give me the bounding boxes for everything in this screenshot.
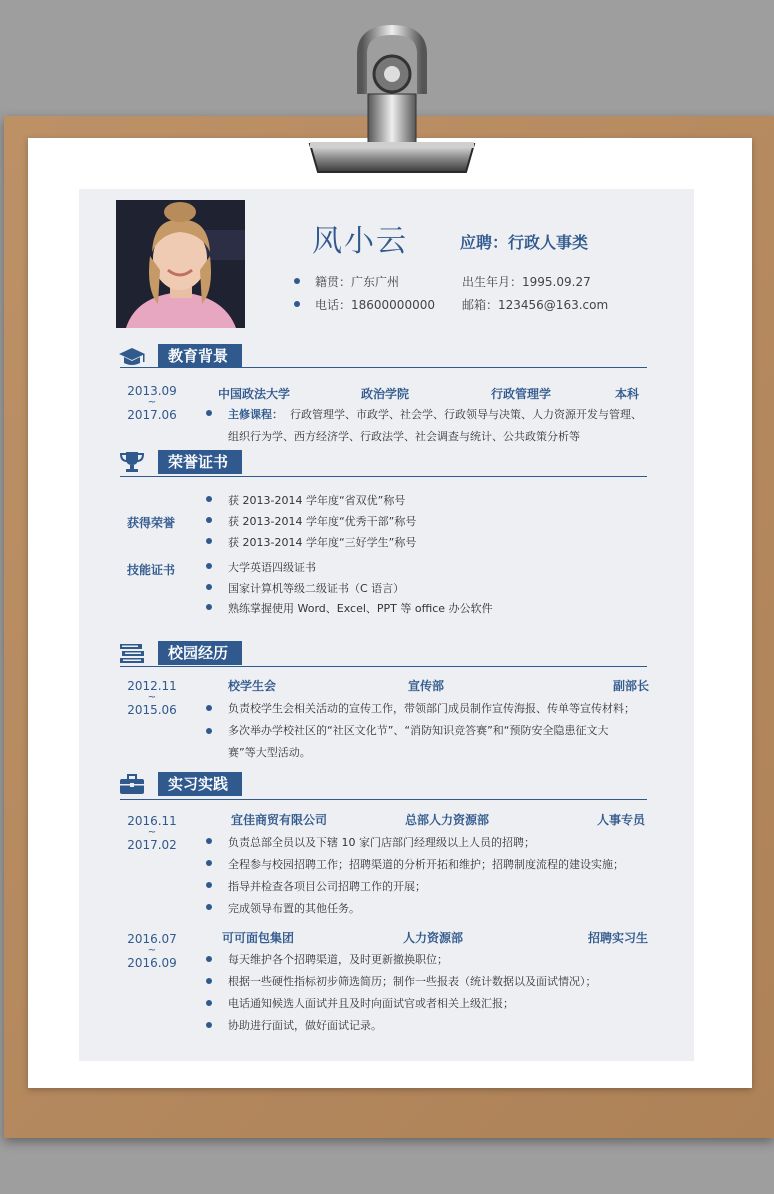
education-dates bbox=[122, 384, 182, 422]
job1-dept: 总部人力资源部 bbox=[405, 813, 490, 827]
award-item: 获 2013-2014 学年度“三好学生”称号 bbox=[228, 536, 417, 549]
section-divider bbox=[120, 476, 647, 477]
bullet-dot bbox=[206, 1022, 212, 1028]
section-divider bbox=[120, 666, 647, 667]
bullet-dot bbox=[294, 278, 300, 284]
awards-label: 获得荣誉 bbox=[127, 516, 176, 530]
section-title-campus: 校园经历 bbox=[158, 641, 242, 665]
job2-item: 根据一些硬性指标初步筛选简历；制作一些报表（统计数据以及面试情况）； bbox=[228, 975, 597, 988]
award-item: 获 2013-2014 学年度“省双优”称号 bbox=[228, 494, 406, 507]
degree: 本科 bbox=[615, 387, 640, 401]
campus-role: 副部长 bbox=[613, 679, 650, 693]
date-end: 2016.09 bbox=[127, 956, 177, 970]
profile-photo bbox=[116, 200, 245, 328]
date-start: 2012.11 bbox=[127, 679, 177, 693]
section-title-practice: 实习实践 bbox=[158, 772, 242, 796]
date-start: 2016.11 bbox=[127, 814, 177, 828]
date-end: 2017.02 bbox=[127, 838, 177, 852]
job2-item: 协助进行面试，做好面试记录。 bbox=[228, 1019, 382, 1032]
phone: 电话：18600000000 bbox=[315, 298, 435, 312]
bullet-dot bbox=[206, 904, 212, 910]
date-start: 2013.09 bbox=[127, 384, 177, 398]
job2-dates bbox=[122, 932, 182, 970]
skills-label: 技能证书 bbox=[127, 563, 176, 577]
job1-item: 负责总部全员以及下辖 10 家门店部门经理级以上人员的招聘； bbox=[228, 836, 535, 849]
bullet-dot bbox=[206, 882, 212, 888]
date-separator: ~ bbox=[147, 827, 157, 838]
bullet-dot bbox=[206, 978, 212, 984]
award-item: 获 2013-2014 学年度“优秀干部”称号 bbox=[228, 515, 417, 528]
applied-position: 应聘：行政人事类 bbox=[460, 233, 589, 252]
job2-company: 可可面包集团 bbox=[222, 931, 295, 945]
job2-role: 招聘实习生 bbox=[588, 931, 649, 945]
section-divider bbox=[120, 367, 647, 368]
date-start: 2016.07 bbox=[127, 932, 177, 946]
date-separator: ~ bbox=[147, 692, 157, 703]
campus-item: 负责校学生会相关活动的宣传工作，带领部门成员制作宣传海报、传单等宣传材料； bbox=[228, 702, 635, 715]
bullet-dot bbox=[206, 1000, 212, 1006]
skill-item: 熟练掌握使用 Word、Excel、PPT 等 office 办公软件 bbox=[228, 602, 493, 615]
email: 邮箱：123456@163.com bbox=[462, 298, 609, 312]
trophy-icon bbox=[118, 450, 146, 474]
campus-dates bbox=[122, 679, 182, 717]
job1-item: 指导并检查各项目公司招聘工作的开展； bbox=[228, 880, 426, 893]
campus-item-continued: 赛”等大型活动。 bbox=[228, 746, 311, 759]
bullet-dot bbox=[206, 705, 212, 711]
section-divider bbox=[120, 799, 647, 800]
section-title-education: 教育背景 bbox=[158, 344, 242, 368]
date-separator: ~ bbox=[147, 945, 157, 956]
bullet-dot bbox=[206, 538, 212, 544]
job1-dates bbox=[122, 814, 182, 852]
job2-item: 电话通知候选人面试并且及时向面试官或者相关上级汇报； bbox=[228, 997, 514, 1010]
bullet-dot bbox=[206, 604, 212, 610]
briefcase-icon bbox=[118, 772, 146, 796]
birth-date: 出生年月：1995.09.27 bbox=[462, 275, 591, 289]
campus-item: 多次举办学校社区的“社区文化节”、“消防知识竞答赛”和“预防安全隐患征文大 bbox=[228, 724, 609, 737]
date-end: 2015.06 bbox=[127, 703, 177, 717]
major-name: 行政管理学 bbox=[491, 387, 552, 401]
books-icon bbox=[118, 641, 146, 665]
job2-dept: 人力资源部 bbox=[403, 931, 464, 945]
courses-line-2: 组织行为学、西方经济学、行政法学、社会调查与统计、公共政策分析等 bbox=[228, 430, 580, 443]
bullet-dot bbox=[206, 496, 212, 502]
native-place: 籍贯：广东广州 bbox=[315, 275, 400, 289]
job1-item: 全程参与校园招聘工作；招聘渠道的分析开拓和维护；招聘制度流程的建设实施； bbox=[228, 858, 624, 871]
skill-item: 国家计算机等级二级证书（C 语言） bbox=[228, 582, 405, 595]
bullet-dot bbox=[206, 517, 212, 523]
bullet-dot bbox=[206, 728, 212, 734]
binder-clip-icon bbox=[296, 24, 486, 180]
school-name: 中国政法大学 bbox=[218, 387, 291, 401]
bullet-dot bbox=[206, 860, 212, 866]
campus-org: 校学生会 bbox=[228, 679, 277, 693]
section-title-honors: 荣誉证书 bbox=[158, 450, 242, 474]
bullet-dot bbox=[206, 838, 212, 844]
job1-company: 宜佳商贸有限公司 bbox=[231, 813, 328, 827]
date-end: 2017.06 bbox=[127, 408, 177, 422]
campus-dept: 宣传部 bbox=[408, 679, 445, 693]
college-name: 政治学院 bbox=[361, 387, 410, 401]
bullet-dot bbox=[206, 584, 212, 590]
bullet-dot bbox=[294, 301, 300, 307]
bullet-dot bbox=[206, 410, 212, 416]
job1-item: 完成领导布置的其他任务。 bbox=[228, 902, 360, 915]
job1-role: 人事专员 bbox=[597, 813, 646, 827]
courses-line-1: 行政管理学、市政学、社会学、行政领导与决策、人力资源开发与管理、 bbox=[290, 408, 642, 421]
date-separator: ~ bbox=[147, 397, 157, 408]
skill-item: 大学英语四级证书 bbox=[228, 561, 316, 574]
bullet-dot bbox=[206, 956, 212, 962]
courses-label: 主修课程： bbox=[228, 408, 283, 421]
bullet-dot bbox=[206, 563, 212, 569]
candidate-name: 风小云 bbox=[312, 224, 408, 259]
job2-item: 每天维护各个招聘渠道，及时更新撤换职位； bbox=[228, 953, 448, 966]
graduation-cap-icon bbox=[118, 345, 146, 369]
